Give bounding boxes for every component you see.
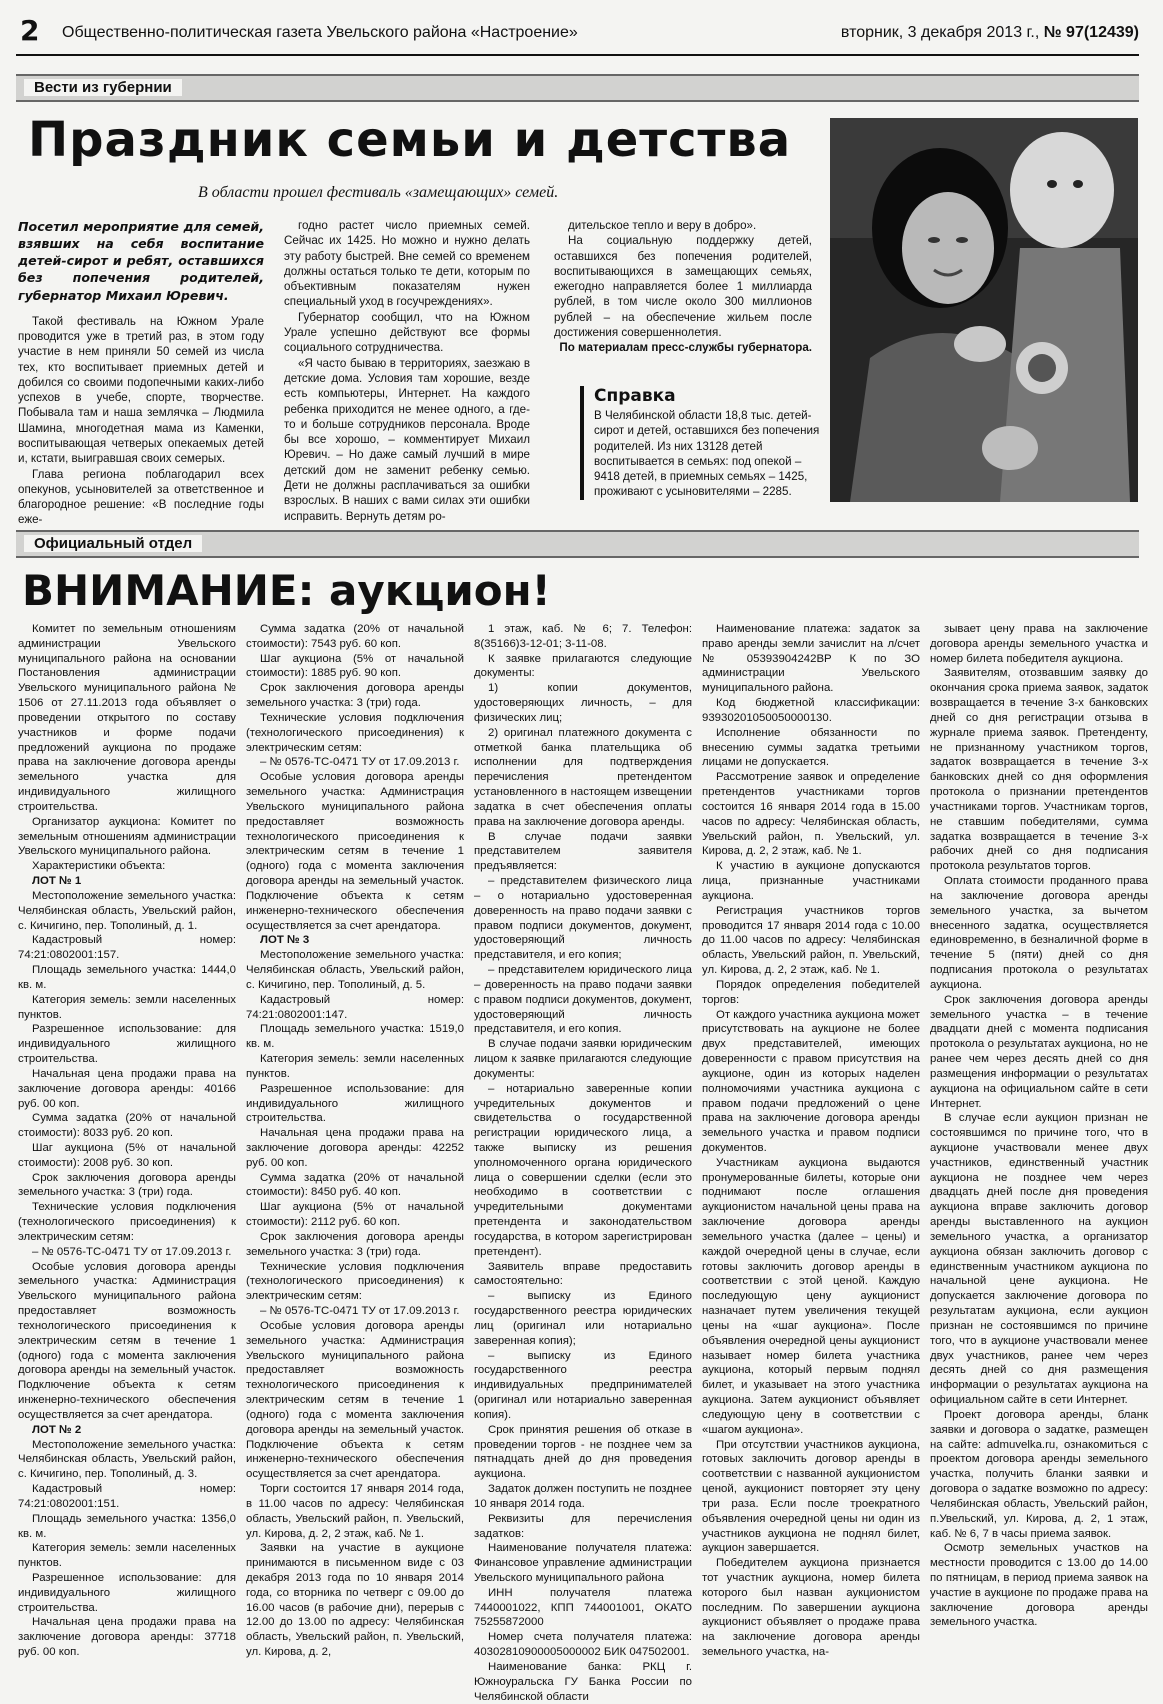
auction-paragraph: Реквизиты для перечисления задатков:: [474, 1512, 692, 1540]
auction-paragraph: При отсутствии участников аукциона, готовых заключить договор аренды в соответствии с названной аукционистом ценой, аукционист повторяет эту цену три раза. Если после троекратного объявления очередной цены ни один из участников аукциона не поднял билет, аукцион завершается.: [702, 1438, 920, 1555]
section-bar-news: [16, 74, 1139, 102]
article-lead: Посетил мероприятие для семей, взявших на себя воспитание детей-сирот и ребят, оставшихся без попечения родителей, губернатор Михаил Юревич.: [18, 219, 264, 303]
auction-paragraph: Местоположение земельного участка: Челябинская область, Увельский район, с. Кичигино, пер. Тополиный, д. 3.: [18, 1438, 236, 1481]
auction-column-1: [18, 622, 236, 1659]
auction-title: ВНИМАНИЕ: аукцион!: [22, 566, 551, 615]
lot-heading: ЛОТ № 3: [260, 934, 310, 947]
auction-paragraph: Код бюджетной классификации: 93930201050050000130.: [702, 697, 920, 724]
auction-column-4: [702, 622, 920, 1659]
section-label-news: Вести из губернии: [24, 79, 182, 96]
article-signature: По материалам пресс-службы губернатора.: [559, 341, 812, 355]
auction-paragraph: Срок заключения договора аренды земельного участка: 3 (три) года.: [18, 1171, 236, 1199]
auction-paragraph: Регистрация участников торгов проводится 17 января 2014 года с 10.00 до 11.00 часов по адресу: Челябинская область, Увельский район, п. Увельский, ул. Кирова, д. 2, 2 этаж, каб. № 1.: [702, 904, 920, 977]
auction-paragraph: Разрешенное использование: для индивидуального жилищного строительства.: [246, 1082, 464, 1125]
issue-number: № 97(12439): [1043, 24, 1139, 41]
auction-paragraph: Наименование получателя платежа: Финансовое управление администрации Увельского муниципального района: [474, 1542, 692, 1584]
auction-paragraph: Кадастровый номер: 74:21:0802001:151.: [18, 1483, 236, 1510]
auction-paragraph: Наименование банка: РКЦ г. Южноуральска ГУ Банка России по Челябинской области: [474, 1660, 692, 1703]
auction-column-2: [246, 622, 464, 1659]
auction-paragraph: К заявке прилагаются следующие документы:: [474, 652, 692, 680]
auction-paragraph: ИНН получателя платежа 7440001022, КПП 744001001, ОКАТО 75255872000: [474, 1586, 692, 1629]
auction-paragraph: Оплата стоимости проданного права на заключение договора аренды земельного участка, за вычетом внесенного задатка, осуществляется единовременно, в безналичной форме в течение 5 (пяти) дней со дня подписания протокола о результатах аукциона.: [930, 875, 1148, 991]
article-paragraph: годно растет число приемных семей. Сейчас их 1425. Но можно и нужно делать эту работу быстрей. Вне семей со временем должны остаться только те дети, которым по объективным показателям нужен специальный уход в госучреждениях».: [284, 219, 530, 309]
auction-paragraph: Шаг аукциона (5% от начальной стоимости): 1885 руб. 90 коп.: [246, 652, 464, 680]
article-paragraph: дительское тепло и веру в добро».: [568, 219, 757, 232]
article-paragraph: Такой фестиваль на Южном Урале проводится уже в третий раз, в этом году участие в нем приняли 50 семей из числа тех, кто воспитывает приемных детей и добился со своими подопечными каких-либо успехов в учебе, спорте, творчестве. Побывала там и наша землячка – Людмила Шамина, многодетная мама из Каменки, воспитывающая четверых опекаемых детей и, кстати, выигравшая своих семерых.: [18, 314, 264, 466]
auction-paragraph: Торги состоится 17 января 2014 года, в 11.00 часов по адресу: Челябинская область, Увельский район, п. Увельский, ул. Кирова, д. 2, 2 этаж, каб. № 1.: [246, 1483, 464, 1540]
auction-paragraph: – представителем физического лица – о нотариально удостоверенная доверенность на право подачи заявки с правом подписи документов, документ, удостоверяющий личность представителя, и его копия;: [474, 875, 692, 962]
auction-paragraph: В случае подачи заявки юридическим лицом к заявке прилагаются следующие документы:: [474, 1038, 692, 1080]
article-paragraph: На социальную поддержку детей, оставшихся без попечения родителей, воспитывающихся в замещающих семьях, ежегодно направляется более 1 миллиарда рублей, в том числе около 300 миллионов рублей – на обеспечение жильем после достижения совершеннолетия.: [554, 234, 812, 340]
auction-paragraph: Категория земель: земли населенных пунктов.: [18, 1542, 236, 1570]
auction-paragraph: Шаг аукциона (5% от начальной стоимости): 2008 руб. 30 коп.: [18, 1141, 236, 1169]
auction-paragraph: От каждого участника аукциона может присутствовать на аукционе не более двух представителей, имеющих доверенности с правом присутствия на аукционе, один из которых наделен полномочиями участника аукциона с правом подачи предложений о цене права на заключение договора аренды земельного участка и правом подписи документов.: [702, 1008, 920, 1154]
auction-paragraph: Технические условия подключения (технологического присоединения) к электрическим сетям:: [18, 1201, 236, 1243]
auction-paragraph: Начальная цена продажи права на заключение договора аренды: 40166 руб. 00 коп.: [18, 1067, 236, 1110]
auction-paragraph: Кадастровый номер: 74:21:0802001:147.: [246, 993, 464, 1021]
section-bar-official: [16, 530, 1139, 558]
article-title: Праздник семьи и детства: [28, 112, 792, 168]
auction-paragraph: Срок принятия решения об отказе в проведении торгов - не позднее чем за пятнадцать дней до дня проведения аукциона.: [474, 1423, 692, 1481]
auction-paragraph: Шаг аукциона (5% от начальной стоимости): 2112 руб. 60 коп.: [246, 1201, 464, 1229]
auction-paragraph: Местоположение земельного участка: Челябинская область, Увельский район, с. Кичигино, пер. Тополиный, д. 1.: [18, 889, 236, 932]
auction-paragraph: 1) копии документов, удостоверяющих личность, – для физических лиц;: [474, 682, 692, 724]
auction-paragraph: Задаток должен поступить не позднее 10 января 2014 года.: [474, 1483, 692, 1510]
auction-paragraph: Категория земель: земли населенных пунктов.: [246, 1053, 464, 1080]
auction-paragraph: 1 этаж, каб. № 6; 7. Телефон: 8(35166)3-12-01; 3-11-08.: [474, 623, 692, 650]
auction-paragraph: Разрешенное использование: для индивидуального жилищного строительства.: [18, 1572, 236, 1614]
auction-paragraph: Заявитель вправе предоставить самостоятельно:: [474, 1260, 692, 1288]
article-photo: [830, 118, 1138, 502]
auction-paragraph: Участникам аукциона выдаются пронумерованные билеты, которые они поднимают после оглашения аукционистом начальной цены права на заключение договора аренды земельного участка (далее – цены) и каждой очередной цены в случае, если готовы заключить договор аренды в соответствии с этой ценой. Каждую последующую цену аукционист назначает путем увеличения текущей цены на «шаг аукциона». После объявления очередной цены аукционист называет номер билета участника аукциона, который первым поднял билет, и указывает на этого участника аукциона. Затем аукционист объявляет следующую цену в соответствии с «шагом аукциона».: [702, 1156, 920, 1436]
auction-paragraph: 2) оригинал платежного документа с отметкой банка плательщика об исполнении для подтверждения перечисления претендентом установленного в настоящем извещении задатка в счет обеспечения оплаты права на заключение договора аренды.: [474, 726, 692, 828]
reference-text: В Челябинской области 18,8 тыс. детей-сирот и детей, оставшихся без попечения родителей. Из них 13128 детей воспитывается в семьях: под опекой – 9418 детей, в приемных семьях – 1425, проживают с усыновителями – 2285.: [594, 409, 820, 499]
article-subtitle: В области прошел фестиваль «замещающих» семей.: [198, 184, 559, 201]
auction-paragraph: – выписку из Единого государственного реестра юридических лиц (оригинал или нотариально заверенная копия);: [474, 1290, 692, 1347]
auction-paragraph: Категория земель: земли населенных пунктов.: [18, 993, 236, 1021]
auction-paragraph: Характеристики объекта:: [32, 860, 166, 873]
auction-paragraph: К участию в аукционе допускаются лица, признанные участниками аукциона.: [702, 860, 920, 902]
auction-column-5: [930, 622, 1148, 1629]
auction-paragraph: – № 0576-ТС-0471 ТУ от 17.09.2013 г.: [260, 1305, 460, 1318]
auction-paragraph: – выписку из Единого государственного реестра индивидуальных предпринимателей (оригинал или нотариально заверенная копия).: [474, 1349, 692, 1421]
reference-box: [580, 386, 826, 500]
auction-paragraph: В случае подачи заявки представителем заявителя предъявляется:: [474, 830, 692, 873]
auction-paragraph: Разрешенное использование: для индивидуального жилищного строительства.: [18, 1023, 236, 1066]
auction-paragraph: Организатор аукциона: Комитет по земельным отношениям администрации Увельского муниципального района.: [18, 815, 236, 858]
article-paragraph: Глава региона поблагодарил всех опекунов, усыновителей за ответственное и благородное решение: «В последние годы еже-: [18, 467, 264, 527]
lot-heading: ЛОТ № 1: [32, 875, 82, 888]
auction-paragraph: Начальная цена продажи права на заключение договора аренды: 37718 руб. 00 коп.: [18, 1616, 236, 1659]
article-paragraph: Губернатор сообщил, что на Южном Урале успешно действуют все формы социального сотрудничества.: [284, 310, 530, 355]
page-header: [16, 14, 1139, 56]
auction-paragraph: Особые условия договора аренды земельного участка: Администрация Увельского муниципального района предоставляет возможность технологического присоединения к электрическим сетям в течение 1 (одного) года с момента заключения договора аренды на земельный участок. Подключение объекта к сетям инженерно-технического обеспечения осуществляется за счет арендатора.: [246, 771, 464, 932]
auction-paragraph: Срок заключения договора аренды земельного участка – в течение двадцати дней с момента подписания протокола о результатах аукциона, но не ранее чем через десять дней со дня размещения информации о результатах аукциона на официальном сайте в сети Интернет.: [930, 993, 1148, 1110]
auction-paragraph: Сумма задатка (20% от начальной стоимости): 8033 руб. 20 коп.: [18, 1112, 236, 1140]
auction-paragraph: Особые условия договора аренды земельного участка: Администрация Увельского муниципального района предоставляет возможность технологического присоединения к электрическим сетям в течение 1 (одного) года с момента заключения договора аренды на земельный участок. Подключение объекта к сетям инженерно-технического обеспечения осуществляется за счет арендатора.: [246, 1319, 464, 1481]
auction-paragraph: – № 0576-ТС-0471 ТУ от 17.09.2013 г.: [32, 1245, 232, 1258]
auction-paragraph: Технические условия подключения (технологического присоединения) к электрическим сетям:: [246, 1260, 464, 1303]
auction-paragraph: Особые условия договора аренды земельного участка: Администрация Увельского муниципального района предоставляет возможность технологического присоединения к электрическим сетям в течение 1 (одного) года с момента заключения договора аренды на земельный участок. Подключение объекта к сетям инженерно-технического обеспечения осуществляется за счет арендатора.: [18, 1260, 236, 1421]
auction-paragraph: Заявителям, отозвавшим заявку до окончания срока приема заявок, задаток возвращается в течение 3-х банковских дней со дня регистрации отзыва в журнале приема заявок. Претенденту, не признанному участником торгов, задаток возвращается в течение 3-х банковских дней со дня оформления протокола о признании претендентов участниками торгов. Участникам торгов, не ставшим победителями, сумма задатка возвращается в течение 3-х рабочих дней со дня подписания протокола результатов торгов.: [930, 667, 1148, 873]
photo-mother-child: [830, 118, 1138, 502]
auction-paragraph: Площадь земельного участка: 1519,0 кв. м.: [246, 1023, 464, 1051]
auction-paragraph: Кадастровый номер: 74:21:0802001:157.: [18, 934, 236, 962]
auction-paragraph: Исполнение обязанности по внесению суммы задатка третьими лицами не допускается.: [702, 726, 920, 769]
reference-title: Справка: [594, 386, 676, 406]
article-column-3: [554, 218, 812, 356]
section-label-official: Официальный отдел: [24, 535, 202, 552]
article-column-1: [18, 218, 264, 528]
auction-paragraph: Рассмотрение заявок и определение претендентов участниками торгов состоится 16 января 2014 года в 15.00 часов по адресу: Челябинская область, Увельский район, п. Увельский, ул. Кирова, д. 2, 2 этаж, каб. № 1.: [702, 771, 920, 858]
auction-paragraph: Сумма задатка (20% от начальной стоимости): 7543 руб. 60 коп.: [246, 623, 464, 650]
auction-paragraph: – нотариально заверенные копии учредительных документов и свидетельства о государственной регистрации юридического лица, а также выписку из решения уполномоченного органа юридического лица о совершении сделки (если это необходимо в соответствии с учредительными документами претендента и законодательством государства, в котором зарегистрирован претендент).: [474, 1082, 692, 1258]
auction-paragraph: Осмотр земельных участков на местности проводится с 13.00 до 14.00 по пятницам, в период приема заявок на участие в аукционе по продаже права на заключение договора аренды земельного участка.: [930, 1542, 1148, 1629]
auction-paragraph: Начальная цена продажи права на заключение договора аренды: 42252 руб. 00 коп.: [246, 1127, 464, 1169]
article-column-2: [284, 218, 530, 524]
auction-paragraph: Местоположение земельного участка: Челябинская область, Увельский район, с. Кичигино, пер. Тополиный, д. 5.: [246, 949, 464, 991]
auction-paragraph: Сумма задатка (20% от начальной стоимости): 8450 руб. 40 коп.: [246, 1171, 464, 1199]
auction-column-3: [474, 622, 692, 1703]
auction-paragraph: – представителем юридического лица – доверенность на право подачи заявки с правом подписи документов, документ, удостоверяющий личность представителя, и его копия.: [474, 964, 692, 1036]
auction-paragraph: – № 0576-ТС-0471 ТУ от 17.09.2013 г.: [260, 756, 460, 769]
auction-paragraph: Технические условия подключения (технологического присоединения) к электрическим сетям:: [246, 711, 464, 754]
auction-paragraph: Площадь земельного участка: 1356,0 кв. м.: [18, 1512, 236, 1540]
auction-paragraph: Комитет по земельным отношениям администрации Увельского муниципального района на основании Постановления администрации Увельского муниципального района № 1506 от 27.11.2013 года объявляет о проведении открытого по составу участников и форме подачи предложений аукциона по продаже права на заключение договора аренды земельного участка для индивидуального жилищного строительства.: [18, 623, 236, 813]
auction-paragraph: зывает цену права на заключение договора аренды земельного участка и номер билета победителя аукциона.: [930, 623, 1148, 665]
auction-paragraph: Наименование платежа: задаток за право аренды земли зачислит на л/счет № 05393904242ВР К по ЗО администрации Увельского муниципального района.: [702, 623, 920, 695]
auction-paragraph: Срок заключения договора аренды земельного участка: 3 (три) года.: [246, 682, 464, 710]
article-paragraph: «Я часто бываю в территориях, заезжаю в детские дома. Условия там хорошие, везде есть компьютеры, Интернет. На каждого ребенка приходится не менее одного, а где-то и больше сотрудников персонала. Вроде бы все хорошо, – комментирует Михаил Юревич. – Но даже самый лучший в мире детский дом не заменит ребенку семью. Дети не должны расплачиваться за ошибки взрослых. В наших с вами силах эти ошибки исправить. Вернуть детям ро-: [284, 356, 530, 523]
date-text: вторник, 3 декабря 2013 г.,: [840, 24, 1040, 41]
auction-paragraph: Срок заключения договора аренды земельного участка: 3 (три) года.: [246, 1230, 464, 1258]
lot-heading: ЛОТ № 2: [32, 1423, 82, 1436]
newspaper-title: Общественно-политическая газета Увельского района «Настроение»: [62, 24, 578, 41]
auction-paragraph: Победителем аукциона признается тот участник аукциона, номер билета которого был назван аукционистом последним. По завершении аукциона аукционист объявляет о продаже права на заключение договора аренды земельного участка, на-: [702, 1557, 920, 1659]
auction-paragraph: Площадь земельного участка: 1444,0 кв. м.: [18, 964, 236, 991]
issue-date: [841, 24, 1139, 42]
auction-paragraph: В случае если аукцион признан не состоявшимся по причине того, что в аукционе участвовали менее двух участников, единственный участник аукциона не позднее чем через двадцать дней после дня проведения аукциона вправе заключить договор аренды выставленного на аукцион земельного участка, а организатор аукциона обязан заключить договор с единственным участником аукциона по начальной цене аукциона. Не допускается заключение договора по результатам аукциона, если аукцион признан не состоявшимся по причине того, что в аукционе участвовали менее двух участников, ранее чем через десять дней со дня размещения информации о результатах аукциона на официальном сайте в сети Интернет.: [930, 1112, 1148, 1407]
auction-paragraph: Проект договора аренды, бланк заявки и договора о задатке, размещен на сайте: admuvelka.ru, ознакомиться с проектом договора аренды земельного участка, получить бланки заявки и договора о задатке возможно по адресу: Челябинская область, Увельский район, п.Увельский, ул. Кирова, д. 2, 1 этаж, каб. № 6, 7 в часы приема заявок.: [930, 1408, 1148, 1540]
auction-paragraph: Заявки на участие в аукционе принимаются в письменном виде с 03 декабря 2013 года по 10 января 2014 года, со вторника по четверг с 09.00 до 16.00 часов (в рабочие дни), перерыв с 12.00 до 13.00 по адресу: Челябинская область, Увельский район, п. Увельский, ул. Кирова, д. 2,: [246, 1542, 464, 1659]
page-number: 2: [20, 14, 40, 47]
auction-paragraph: Номер счета получателя платежа: 40302810900005000002 БИК 047502001.: [474, 1631, 692, 1659]
auction-paragraph: Порядок определения победителей торгов:: [702, 978, 920, 1006]
